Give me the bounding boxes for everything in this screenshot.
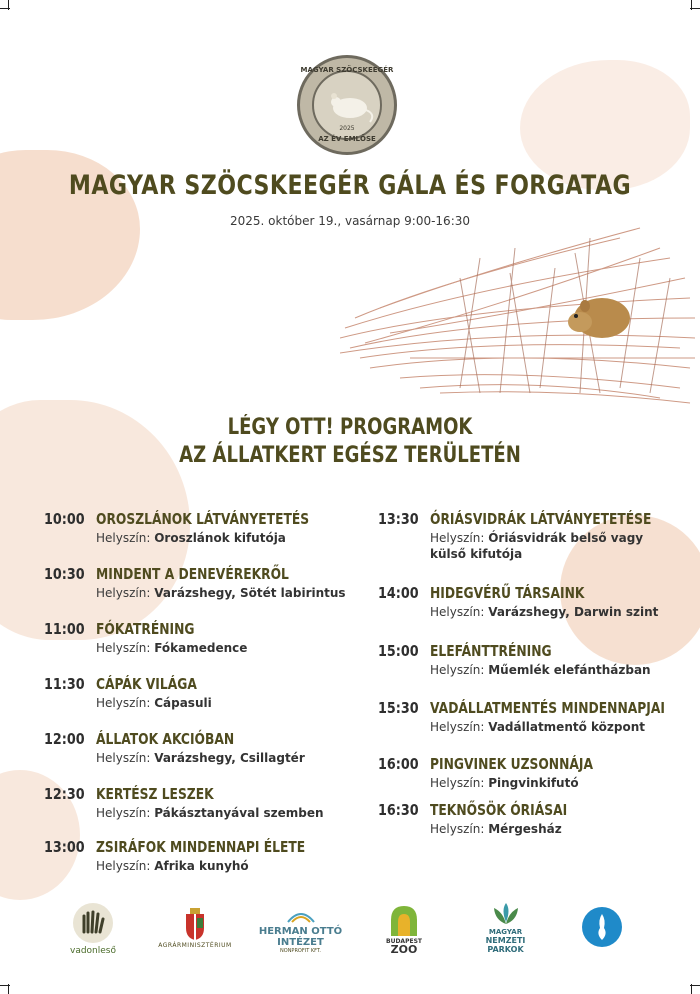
- event-name: OROSZLÁNOK LÁTVÁNYETETÉS: [96, 510, 310, 528]
- parks-line1: MAGYAR: [488, 928, 523, 936]
- zoo-line1: BUDAPEST: [386, 938, 422, 945]
- herman-line1: HERMAN OTTÓ: [258, 926, 343, 937]
- schedule-item: [378, 642, 678, 699]
- schedule-right-column: [378, 510, 678, 841]
- schedule-item: [44, 565, 364, 620]
- event-time: 10:30: [44, 565, 85, 583]
- event-name: ELEFÁNTTRÉNING: [430, 642, 552, 660]
- schedule-item: [44, 620, 364, 675]
- event-name: PINGVINEK UZSONNÁJA: [430, 755, 594, 773]
- zoo-arch-icon: [388, 904, 420, 936]
- badge-top-text: MAGYAR SZÖCSKEEGÉR: [300, 66, 394, 74]
- event-time: 11:00: [44, 620, 85, 638]
- event-time: 12:30: [44, 785, 85, 803]
- event-time: 12:00: [44, 730, 85, 748]
- schedule-left-column: [44, 510, 364, 878]
- grass-mouse-illustration: [340, 218, 695, 408]
- event-location: Helyszín: Oroszlánok kifutója: [96, 531, 286, 545]
- partner-logos: [0, 900, 700, 970]
- mammol-of-year-badge: [297, 55, 397, 155]
- vadonleso-logo: [68, 902, 118, 956]
- hands-icon: [72, 902, 114, 944]
- event-location: Helyszín: Varázshegy, Csillagtér: [96, 751, 305, 765]
- event-location: Helyszín: Cápasuli: [96, 696, 212, 710]
- event-time: 16:30: [378, 801, 419, 819]
- event-time: 14:00: [378, 584, 419, 602]
- crop-mark: [0, 985, 10, 986]
- herman-sub: NONPROFIT KFT.: [280, 948, 321, 954]
- event-name: ÓRIÁSVIDRÁK LÁTVÁNYETETÉSE: [430, 510, 652, 528]
- schedule-item: [378, 801, 678, 841]
- coat-of-arms-icon: [184, 908, 206, 940]
- event-location: Helyszín: Fókamedence: [96, 641, 248, 655]
- leaves-icon: [491, 902, 521, 926]
- schedule-item: [44, 675, 364, 730]
- schedule-item: [44, 730, 364, 785]
- schedule-item: [378, 755, 678, 801]
- badge-year: 2025: [339, 125, 355, 132]
- event-location: Helyszín: Óriásvidrák belső vagy külső kifutója: [430, 531, 644, 561]
- event-name: HIDEGVÉRŰ TÁRSAINK: [430, 584, 585, 602]
- event-time: 15:00: [378, 642, 419, 660]
- herman-line2: INTÉZET: [277, 937, 324, 948]
- schedule-item: [378, 699, 678, 755]
- programs-heading-line2: AZ ÁLLATKERT EGÉSZ TERÜLETÉN: [179, 443, 521, 468]
- event-time: 13:30: [378, 510, 419, 528]
- schedule-item: [44, 510, 364, 565]
- bird-emblem-logo: [580, 906, 624, 950]
- agrar-label: AGRÁRMINISZTÉRIUM: [158, 942, 232, 949]
- event-name: FÓKATRÉNING: [96, 620, 195, 638]
- event-date: 2025. október 19., vasárnap 9:00-16:30: [230, 214, 470, 228]
- event-location: Helyszín: Műemlék elefántházban: [430, 663, 651, 677]
- event-name: ÁLLATOK AKCIÓBAN: [96, 730, 235, 748]
- parks-line3: PARKOK: [487, 945, 524, 954]
- schedule-item: [378, 510, 678, 584]
- schedule-item: [44, 785, 364, 838]
- event-location: Helyszín: Vadállatmentő központ: [430, 720, 646, 734]
- budapest-zoo-logo: [386, 904, 422, 955]
- event-location: Helyszín: Mérgesház: [430, 822, 562, 836]
- crop-mark: [690, 8, 700, 9]
- event-time: 10:00: [44, 510, 85, 528]
- sunrise-icon: [286, 908, 316, 924]
- schedule-item: [378, 584, 678, 642]
- event-name: ZSIRÁFOK MINDENNAPI ÉLETE: [96, 838, 306, 856]
- event-time: 15:30: [378, 699, 419, 717]
- crop-mark: [690, 985, 700, 986]
- event-name: MINDENT A DENEVÉREKRŐL: [96, 565, 289, 583]
- programs-heading: [63, 414, 637, 470]
- event-name: CÁPÁK VILÁGA: [96, 675, 197, 693]
- agrar-logo: [150, 908, 240, 949]
- crop-mark: [0, 8, 10, 9]
- bird-icon: [581, 906, 623, 948]
- event-name: VADÁLLATMENTÉS MINDENNAPJAI: [430, 699, 665, 717]
- page-title: MAGYAR SZÖCSKEEGÉR GÁLA ÉS FORGATAG: [68, 170, 632, 201]
- event-time: 13:00: [44, 838, 85, 856]
- programs-heading-line1: LÉGY OTT! PROGRAMOK: [227, 415, 473, 440]
- event-location: Helyszín: Varázshegy, Sötét labirintus: [96, 586, 346, 600]
- schedule-item: [44, 838, 364, 878]
- event-time: 16:00: [378, 755, 419, 773]
- parks-line2: NEMZETI: [485, 936, 526, 945]
- event-location: Helyszín: Pingvinkifutó: [430, 776, 579, 790]
- event-name: TEKNŐSÖK ÓRIÁSAI: [430, 801, 568, 819]
- event-location: Helyszín: Pákásztanyával szemben: [96, 806, 324, 820]
- event-time: 11:30: [44, 675, 85, 693]
- herman-otto-logo: [258, 908, 343, 954]
- badge-bottom-text: AZ ÉV EMLŐSE: [318, 135, 376, 143]
- national-parks-logo: [478, 902, 533, 954]
- event-name: KERTÉSZ LESZEK: [96, 785, 214, 803]
- event-location: Helyszín: Varázshegy, Darwin szint: [430, 605, 659, 619]
- vadonleso-label: vadonleső: [70, 946, 116, 956]
- event-location: Helyszín: Afrika kunyhó: [96, 859, 249, 873]
- zoo-line2: ZOO: [390, 943, 418, 956]
